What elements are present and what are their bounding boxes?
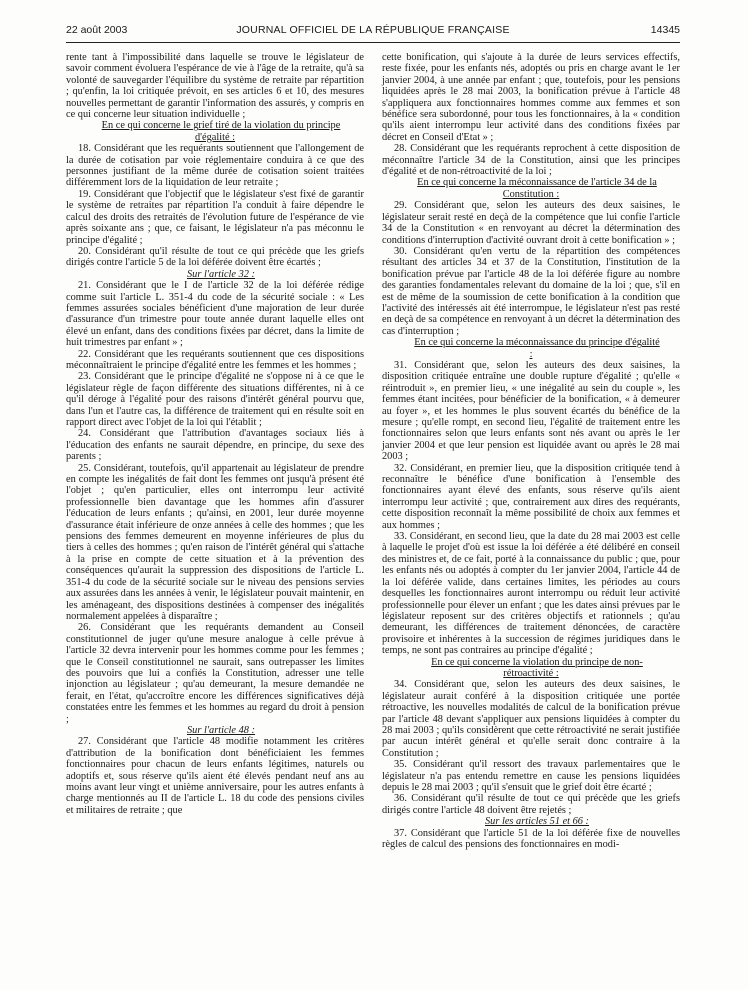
paragraph: 31. Considérant que, selon les auteurs des deux saisines, la disposition critiquée entraîne une double rupture d'égalité ; qu'elle « réintroduit », en premier lieu, « une inégalité au sein du couple », les femmes étant incitées, pour bénéficier de la bonification, « à demeurer au foyer », et les hommes le plus souvent écartés du bénéfice de la mesure ; qu'elle rompt, en second lieu, l'égalité de traitement entre les fonctionnaires selon que leurs enfants sont nés avant ou après le 1er janvier 2004 et que leur pension est liquidée avant ou après le 28 mai 2003 ; [382,359,680,463]
paragraph: 37. Considérant que l'article 51 de la loi déférée fixe de nouvelles règles de calcul des pensions des fonctionnaires en modi- [382,827,680,851]
paragraph: 18. Considérant que les requérants soutiennent que l'allongement de la durée de cotisation par voie réglementaire conduira à ce que des personnes justifiant de la même durée de cotisation soient traitées différemment lors de la liquidation de leur retraite ; [66,143,364,189]
paragraph: 27. Considérant que l'article 48 modifie notamment les critères d'attribution de la bonification dont bénéficiaient les femmes fonctionnaires pour chacun de leurs enfants légitimes, naturels ou adoptifs et, sous réserve qu'ils aient été élevés pendant neuf ans au moins avant leur vingt et unième anniversaire, pour les autres enfants à charge mentionnés au II de l'article L. 18 du code des pensions civiles et militaires de retraite ; que [66,736,364,816]
paragraph: 34. Considérant que, selon les auteurs des deux saisines, le législateur aurait conféré à la disposition critiquée une portée rétroactive, les nouvelles modalités de calcul de la bonification prévue par l'article 48 devant s'appliquer aux pensions liquidées à compter du 28 mai 2003 ; qu'ils considèrent que cette rétroactivité ne serait justifiée par aucun intérêt général et qu'elle serait donc contraire à la Constitution ; [382,679,680,759]
right-column [382,52,680,850]
section-heading: En ce qui concerne la violation du principe de non-rétroactivité : [431,656,643,679]
paragraph: 32. Considérant, en premier lieu, que la disposition critiquée tend à reconnaître le bénéfice d'une bonification à l'ensemble des fonctionnaires ayant élevé des enfants, sous réserve qu'ils aient interrompu leur activité ; que, contrairement aux dires des requérants, cette disposition reconnaît la même possibilité de choix aux femmes et aux hommes ; [382,462,680,531]
paragraph: 23. Considérant que le principe d'égalité ne s'oppose ni à ce que le législateur règle de façon différente des situations différentes, ni à ce qu'il déroge à l'égalité pour des raisons d'intérêt général pourvu que, dans l'un et l'autre cas, la différence de traitement qui en résulte soit en rapport direct avec l'objet de la loi qui l'établit ; [66,371,364,428]
article-heading: Sur l'article 48 : [186,724,255,736]
header-rule [66,42,680,43]
paragraph: 36. Considérant qu'il résulte de tout ce qui précède que les griefs dirigés contre l'article 48 doivent être rejetés ; [382,793,680,816]
paragraph: 30. Considérant qu'en vertu de la répartition des compétences résultant des articles 34 et 37 de la Constitution, l'institution de la bonification prévue par l'article 48 de la loi déférée figure au nombre des garanties fondamentales relevant du domaine de la loi ; que, s'il en est de même de la soumission de cette bonification à la condition que l'activité des intéressés ait été interrompue, le législateur n'est pas resté en deçà de sa compétence en renvoyant à un décret la détermination des cas d'interruption ; [382,245,680,337]
running-header [66,24,680,40]
issue-date: 22 août 2003 [66,24,128,36]
section-heading: En ce qui concerne le grief tiré de la violation du principe d'égalité : [101,120,341,143]
paragraph: cette bonification, qui s'ajoute à la durée de leurs services effectifs, reste fixée, pour les enfants nés, adoptés ou pris en charge avant le 1er janvier 2004, à une année par enfant ; que, toutefois, pour les pensions liquidées après le 28 mai 2003, la bonification prévue à l'article 48 s'appliquera aux fonctionnaires hommes comme aux femmes et son bénéfice sera subordonné, pour tous les fonctionnaires, à la « condition qu'ils aient interrompu leur activité dans des conditions fixées par décret en Conseil d'Etat » ; [382,52,680,143]
article-heading: Sur l'article 32 : [186,268,255,280]
section-heading: En ce qui concerne la méconnaissance du principe d'égalité : [414,337,660,360]
paragraph: 20. Considérant qu'il résulte de tout ce qui précède que les griefs dirigés contre l'article 5 de la loi déférée doivent être écartés ; [66,245,364,269]
paragraph: 29. Considérant que, selon les auteurs des deux saisines, le législateur serait resté en deçà de la compétence que lui confie l'article 34 de la Constitution « en renvoyant au décret la détermination des conditions d'interruption d'activité ouvrant droit à cette bonification » ; [382,200,680,246]
page-number: 14345 [650,24,680,36]
article-heading: Sur les articles 51 et 66 : [485,816,589,828]
paragraph: 24. Considérant que l'attribution d'avantages sociaux liés à l'éducation des enfants ne saurait dépendre, en principe, du sexe des parents ; [66,428,364,463]
paragraph: 22. Considérant que les requérants soutiennent que ces dispositions méconnaîtraient le principe d'égalité entre les femmes et les hommes ; [66,348,364,371]
paragraph: 33. Considérant, en second lieu, que la date du 28 mai 2003 est celle à laquelle le projet d'où est issue la loi déférée a été délibéré en conseil des ministres et, de ce fait, porté à la connaissance du public ; que, pour les enfants nés ou adoptés à compter du 1er janvier 2004, l'article 44 de la loi déférée valide, dans certaines limites, les périodes au cours desquelles les fonctionnaires auront interrompu ou réduit leur activité professionnelle pour élever un enfant ; que les dates ainsi prévues par le législateur reposent sur des critères objectifs et rationnels ; qu'au demeurant, les différences de traitement dénoncées, de caractère provisoire et inhérentes à la succession de régimes juridiques dans le temps, ne sont pas contraires au principe d'égalité ; [382,531,680,657]
paragraph: 21. Considérant que le I de l'article 32 de la loi déférée rédige comme suit l'article L. 351-4 du code de la sécurité sociale : « Les femmes assurées sociales bénéficient d'une majoration de leur durée d'assurance d'un trimestre pour toute année durant laquelle elles ont élevé un enfant, dans des conditions fixées par décret, dans la limite de huit trimestres par enfant » ; [66,280,364,349]
journal-title: JOURNAL OFFICIEL DE LA RÉPUBLIQUE FRANÇAISE [236,24,510,36]
paragraph: 35. Considérant qu'il ressort des travaux parlementaires que le législateur n'a pas entendu remettre en cause les pensions liquidées depuis le 28 mai 2003 ; qu'il s'ensuit que le grief doit être écarté ; [382,759,680,793]
paragraph: 25. Considérant, toutefois, qu'il appartenait au législateur de prendre en compte les inégalités de fait dont les femmes ont jusqu'à présent été l'objet ; qu'en particulier, elles ont interrompu leur activité professionnelle bien davantage que les hommes afin d'assurer l'éducation de leurs enfants ; qu'ainsi, en 2001, leur durée moyenne d'assurance était inférieure de onze années à celle des hommes ; que les pensions des femmes demeurent en moyenne inférieures de plus du tiers à celles des hommes ; qu'en raison de l'intérêt général qui s'attache à la prise en compte de cette situation et à la prévention des conséquences qu'aurait la suppression des dispositions de l'article L. 351-4 du code de la sécurité sociale sur le niveau des pensions servies aux assurées dans les années à venir, le législateur pouvait maintenir, en les aménageant, des dispositions destinées à compenser des inégalités normalement appelées à disparaître ; [66,462,364,622]
section-heading: En ce qui concerne la méconnaissance de l'article 34 de la Constitution : [417,177,657,200]
paragraph: 19. Considérant que l'objectif que le législateur s'est fixé de garantir le système de retraites par répartition l'a conduit à faire dépendre le calcul des droits des retraités de l'évolution future de l'espérance de vie après soixante ans ; que, ce faisant, le législateur n'a pas méconnu le principe d'égalité ; [66,188,364,246]
paragraph: rente tant à l'impossibilité dans laquelle se trouve le législateur de savoir comment évoluera l'espérance de vie à l'âge de la retraite, qu'à sa volonté de sauvegarder l'équilibre du système de retraite par répartition ; qu'enfin, la loi critiquée prévoit, en ses articles 6 et 10, des mesures nouvelles permettant de garantir l'information des assurés, y compris en ce qui concerne leur situation individuelle ; [66,52,364,121]
paragraph: 28. Considérant que les requérants reprochent à cette disposition de méconnaître l'article 34 de la Constitution, ainsi que les principes d'égalité et de non-rétroactivité de la loi ; [382,143,680,178]
paragraph: 26. Considérant que les requérants demandent au Conseil constitutionnel de juger qu'une mesure analogue à celle prévue à l'article 32 devra intervenir pour les hommes comme pour les femmes ; que le Conseil constitutionnel ne saurait, sans outrepasser les limites des pouvoirs que lui a confiés la Constitution, adresser une telle injonction au législateur ; qu'au demeurant, la mesure demandée ne ferait, en l'état, qu'accroître encore les différences significatives déjà constatées entre les femmes et les hommes au regard du droit à pension ; [66,622,364,725]
left-column [66,52,364,816]
